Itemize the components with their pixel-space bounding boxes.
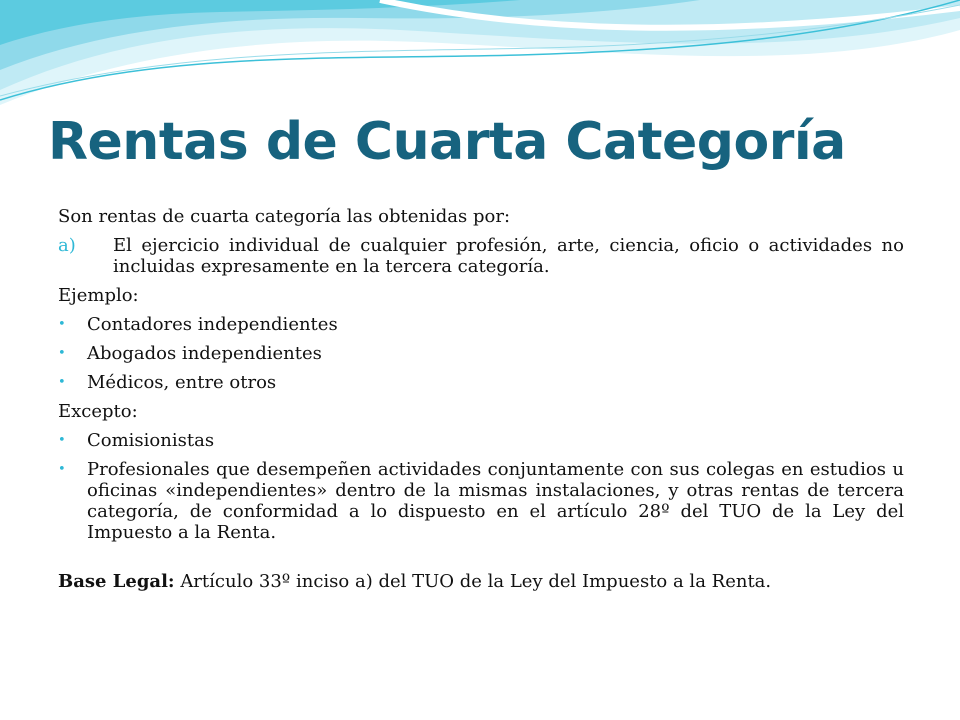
example-item-text: Médicos, entre otros: [87, 372, 277, 393]
except-heading: Excepto:: [58, 401, 138, 422]
example-list-item: [58, 343, 904, 364]
legal-basis-text: Artículo 33º inciso a) del TUO de la Ley del Impuesto a la Renta.: [180, 571, 772, 592]
alpha-list-item: [58, 235, 904, 277]
bullet-icon: •: [58, 317, 66, 332]
alpha-item-text: El ejercicio individual de cualquier profesión, arte, ciencia, oficio o actividades no incluidas expresamente en la tercera categoría.: [113, 235, 904, 277]
exception-item-text: Profesionales que desempeñen actividades conjuntamente con sus colegas en estudios u oficinas «independientes» dentro de la mismas instalaciones, y otras rentas de tercera categoría, de conformidad a lo dispuesto en el artículo 28º del TUO de la Ley del Impuesto a la Renta.: [87, 459, 904, 543]
header-wave-decoration: [0, 0, 960, 120]
slide-title: Rentas de Cuarta Categoría: [48, 112, 846, 172]
exception-list-item: [58, 459, 904, 543]
example-item-text: Abogados independientes: [87, 343, 322, 364]
example-list-item: [58, 314, 904, 335]
exception-list-item: [58, 430, 904, 451]
example-item-text: Contadores independientes: [87, 314, 338, 335]
slide-body: [58, 206, 904, 600]
example-list-item: [58, 372, 904, 393]
bullet-icon: •: [58, 375, 66, 390]
exception-item-text: Comisionistas: [87, 430, 215, 451]
intro-text: Son rentas de cuarta categoría las obtenidas por:: [58, 206, 511, 227]
example-heading: Ejemplo:: [58, 285, 139, 306]
alpha-marker: a): [58, 235, 76, 256]
legal-basis-label: Base Legal:: [58, 571, 175, 592]
legal-basis: [58, 571, 904, 592]
bullet-icon: •: [58, 346, 66, 361]
bullet-icon: •: [58, 462, 66, 477]
bullet-icon: •: [58, 433, 66, 448]
